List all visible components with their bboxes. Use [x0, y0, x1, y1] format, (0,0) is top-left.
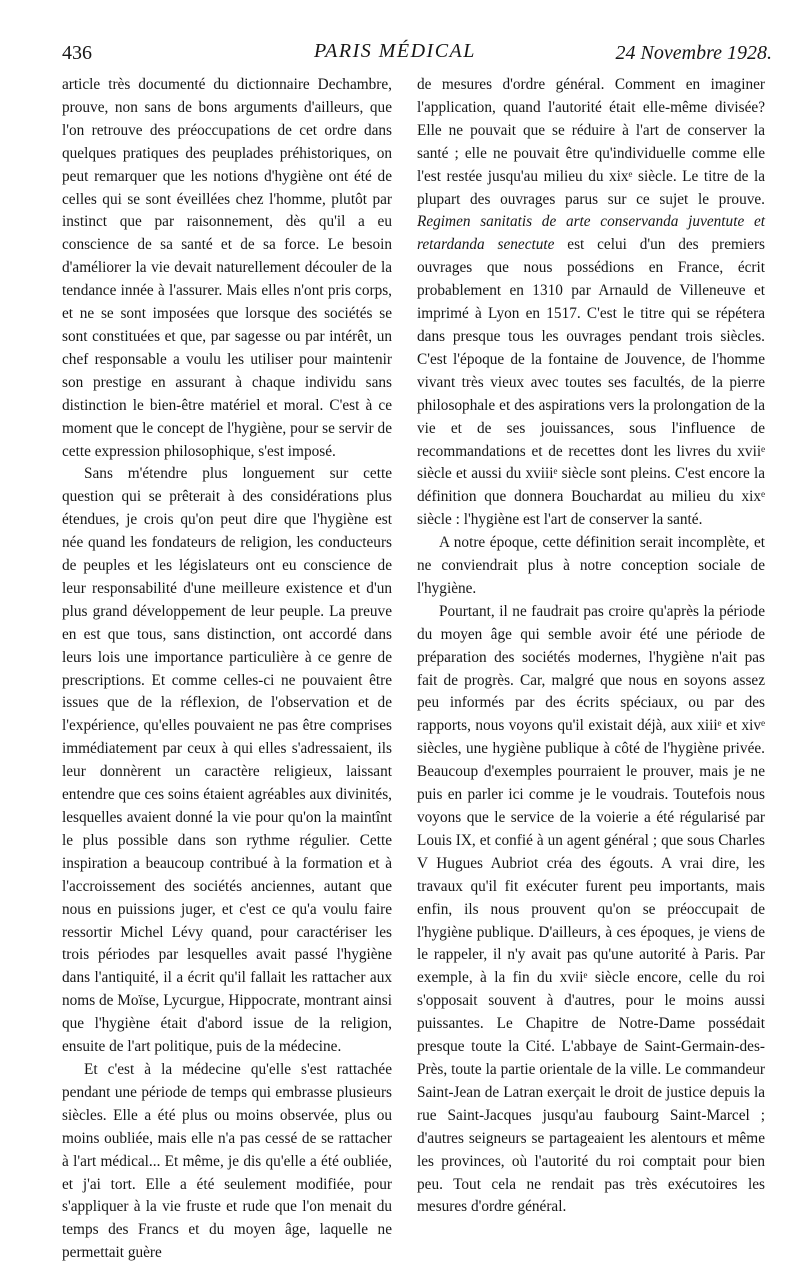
journal-title: PARIS MÉDICAL: [314, 40, 476, 62]
paragraph: A notre époque, cette définition serait incomplète, et ne conviendrait plus à notre conception sociale de l'hygiène.: [417, 534, 765, 597]
issue-date: 24 Novembre 1928.: [615, 42, 772, 64]
running-header: [62, 38, 772, 68]
right-column: [417, 74, 765, 1219]
book-title: Regimen sanitatis de arte conservanda juventute et retardanda senectute: [417, 213, 765, 254]
paragraph: Et c'est à la médecine qu'elle s'est rattachée pendant une période de temps qui embrasse plusieurs siècles. Elle a été plus ou moins observée, plus ou moins oubliée, mais elle n'a pas cessé de se rattacher à l'art médical... Et même, je dis qu'elle a été oubliée, et j'ai tort. Elle a été seulement modifiée, pour s'appliquer à la vie fruste et rude que l'on menait du temps des Francs et du moyen âge, laquelle ne permettait guère: [62, 1060, 392, 1262]
paragraph: Pourtant, il ne faudrait pas croire qu'après la période du moyen âge qui semble avoir été une période de préparation des sociétés modernes, l'hygiène n'ait pas fait de progrès. Car, malgré que nous en soyons assez peu informés par des écrits spéciaux, ou par des rapports, nous voyons qu'il existait déjà, aux xiiiᵉ et xivᵉ siècles, une hygiène publique à côté de l'hygiène privée. Beaucoup d'exemples pourraient le prouver, mais je ne puis en parler ici comme je le voudrais. Toutefois nous voyons que le service de la voierie a été régularisé par Louis IX, et confié à un agent général ; que sous Charles V Hugues Aubriot créa des égouts. A vrai dire, les travaux qu'il fit exécuter furent peu importants, mais enfin, ils nous prouvent qu'on se préoccupait de l'hygiène publique. D'ailleurs, à ces époques, je viens de le rappeler, il n'y avait pas qu'une autorité à Paris. Par exemple, à la fin du xviiᵉ siècle encore, celle du roi s'opposait souvent à d'autres, pour le moins aussi puissantes. Le Chapitre de Notre-Dame possédait presque toute la Cité. L'abbaye de Saint-Germain-des-Près, toute la partie orientale de la ville. Le commandeur Saint-Jean de Latran exerçait le droit de justice depuis la rue Saint-Jacques jusqu'au faubourg Saint-Marcel ; d'autres seigneurs se partageaient les alentours et même les provinces, où l'autorité du roi comptait pour bien peu. Tout cela ne rendait pas très exécutoires les mesures d'ordre général.: [417, 602, 765, 1216]
paragraph-text: est celui d'un des premiers ouvrages que nous possédions en France, écrit probablement en 1310 par Arnauld de Villeneuve et imprimé à Lyon en 1517. C'est le titre qui se répétera dans presque tous les ouvrages pendant trois siècles. C'est l'époque de la fontaine de Jouvence, de l'homme vivant très vieux avec toutes ses facultés, de la pierre philosophale et des aspirations vers la prolongation de la vie et de ses jouissances, sous l'influence de recommandations et de recettes dont les livres du xviiᵉ siècle et aussi du xviiiᵉ siècle sont pleins. C'est encore la définition que donnera Bouchardat au milieu du xixᵉ siècle : l'hygiène est l'art de conserver la santé.: [417, 236, 765, 529]
paragraph-text: de mesures d'ordre général. Comment en imaginer l'application, quand l'autorité était elle-même divisée? Elle ne pouvait que se réduire à l'art de conserver la santé ; elle ne pouvait être qu'individuelle comme elle l'est restée jusqu'au milieu du xixᵉ siècle. Le titre de la plupart des ouvrages parus sur ce sujet le prouve.: [417, 76, 765, 208]
page-number: 436: [62, 42, 92, 64]
paragraph: article très documenté du dictionnaire Dechambre, prouve, non sans de bons arguments d'ailleurs, que l'on retrouve des préoccupations de cet ordre dans quelques pratiques des peuplades préhistoriques, on peut remarquer que les notions d'hygiène ont été de celles qui se sont éveillées chez l'homme, plutôt par instinct que par raisonnement, dès qu'il a eu conscience de sa santé et de sa force. Le besoin d'améliorer la vie devait naturellement découler de la tendance innée à l'assurer. Mais elles n'ont pris corps, et ne se sont imposées que lorsque des sociétés se sont constituées et que, par sagesse ou par intérêt, un chef responsable a voulu les utiliser pour maintenir son prestige en assurant à chaque individu sans distinction le bien-être matériel et moral. C'est à ce moment que le concept de l'hygiène, pour se servir de cette expression philosophique, s'est imposé.: [62, 76, 392, 460]
left-column: [62, 74, 392, 1265]
paragraph: [417, 74, 765, 532]
paragraph: Sans m'étendre plus longuement sur cette question qui se prêterait à des considérations plus étendues, je crois qu'on peut dire que l'hygiène est née quand les fondateurs de religion, les conducteurs de peuples et les législateurs ont eu conscience de leur responsabilité d'une meilleure existence et d'un plus grand développement de leur peuple. La preuve en est que tous, sans distinction, ont accordé dans leurs lois une importance particulière à ce genre de prescriptions. Et comme celles-ci ne pouvaient être issues que de la réflexion, de l'observation et de l'expérience, qu'elles pouvaient ne pas être comprises immédiatement par ceux à qui elles s'adressaient, ils leur donnèrent un caractère religieux, laissant entendre que ces soins étaient agréables aux divinités, lesquelles avaient donné la vie pour qu'on la maintînt le plus possible dans son rythme régulier. Cette inspiration a beaucoup contribué à la formation et à l'accroissement des sociétés anciennes, autant que nous en puissions juger, et c'est ce qu'a voulu faire ressortir Michel Lévy quand, pour caractériser les trois périodes par lesquelles avait passé l'hygiène dans l'antiquité, il a écrit qu'il fallait les rattacher aux noms de Moïse, Lycurgue, Hippocrate, montrant ainsi que l'hygiène était d'abord issue de la religion, ensuite de l'art politique, puis de la médecine.: [62, 465, 392, 1056]
